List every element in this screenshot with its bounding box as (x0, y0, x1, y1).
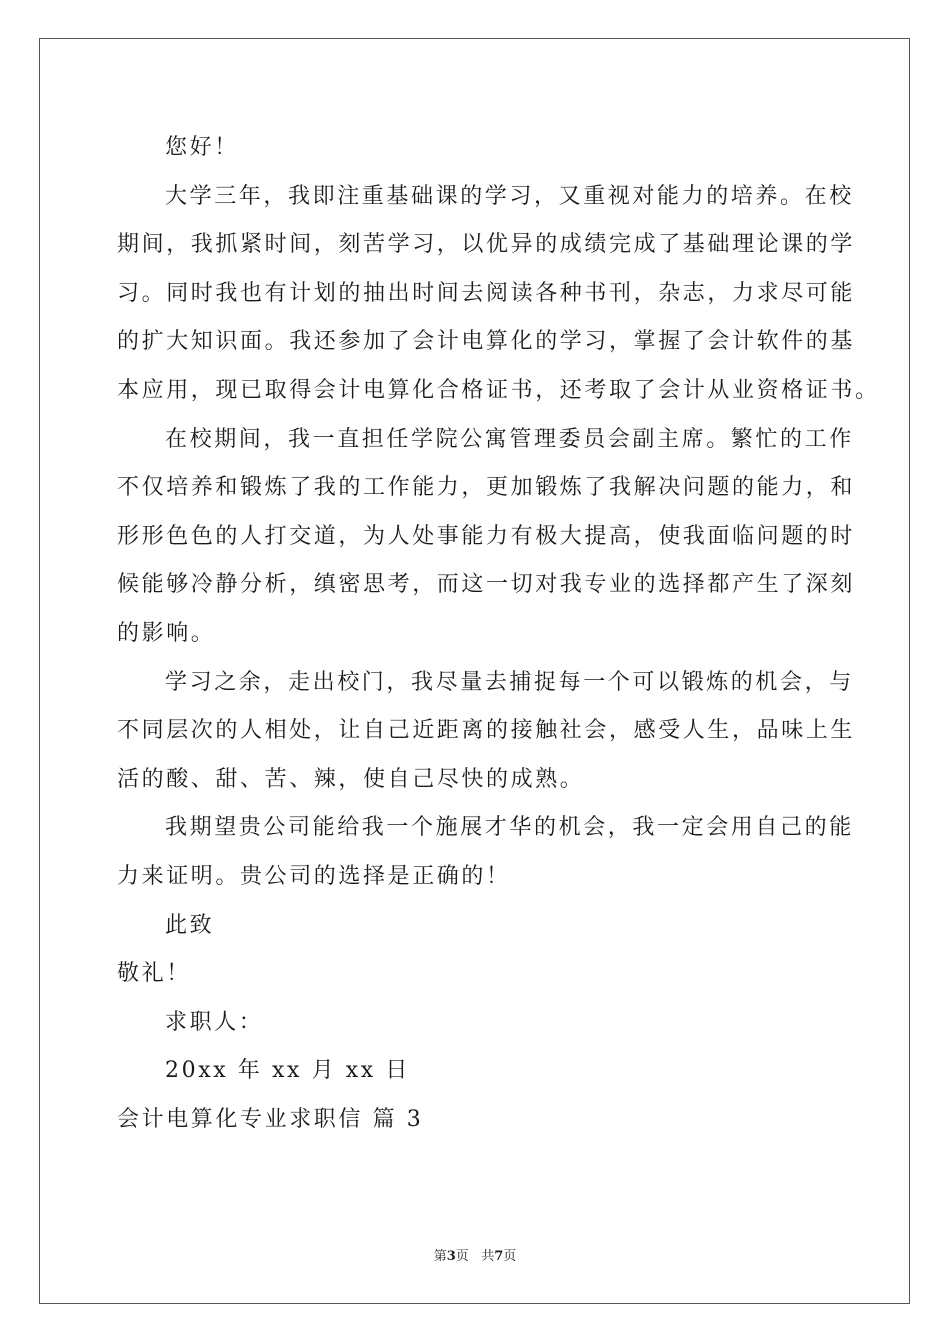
paragraph-line: 本应用，现已取得会计电算化合格证书，还考取了会计从业资格证书。 (117, 377, 880, 403)
salutation: 敬礼！ (117, 961, 191, 987)
letter-date: 20xx 年 xx 月 xx 日 (165, 1058, 411, 1084)
page-suffix: 页 (455, 1249, 469, 1264)
applicant-label: 求职人： (165, 1009, 264, 1035)
total-pages: 7 (494, 1249, 504, 1264)
paragraph-line: 不同层次的人相处，让自己近距离的接触社会，感受人生，品味上生 (117, 718, 856, 744)
paragraph-line: 习。同时我也有计划的抽出时间去阅读各种书刊，杂志，力求尽可能 (117, 280, 856, 306)
paragraph-line: 的扩大知识面。我还参加了会计电算化的学习，掌握了会计软件的基 (117, 329, 856, 355)
paragraph-line: 我期望贵公司能给我一个施展才华的机会，我一定会用自己的能 (165, 815, 854, 841)
letter-body (117, 124, 880, 1144)
paragraph-line: 力来证明。贵公司的选择是正确的！ (117, 863, 511, 889)
paragraph-line: 活的酸、甜、苦、辣，使自己尽快的成熟。 (117, 766, 585, 792)
paragraph-line: 候能够冷静分析，缜密思考，而这一切对我专业的选择都产生了深刻 (117, 572, 856, 598)
paragraph-line: 的影响。 (117, 620, 216, 646)
total-prefix: 共 (481, 1249, 495, 1264)
greeting: 您好！ (165, 135, 239, 160)
page-prefix: 第 (433, 1249, 447, 1264)
closing-phrase: 此致 (165, 912, 215, 938)
paragraph-line: 形形色色的人打交道，为人处事能力有极大提高，使我面临问题的时 (117, 523, 856, 549)
paragraph-line: 期间，我抓紧时间，刻苦学习，以优异的成绩完成了基础理论课的学 (117, 232, 856, 258)
paragraph-line: 学习之余，走出校门，我尽量去捕捉每一个可以锻炼的机会，与 (165, 669, 854, 695)
total-suffix: 页 (503, 1249, 517, 1264)
paragraph-line: 在校期间，我一直担任学院公寓管理委员会副主席。繁忙的工作 (165, 426, 854, 452)
page-number: 3 (446, 1249, 456, 1264)
paragraph-line: 不仅培养和锻炼了我的工作能力，更加锻炼了我解决问题的能力，和 (117, 475, 856, 501)
page-footer (0, 1245, 950, 1264)
paragraph-line: 大学三年，我即注重基础课的学习，又重视对能力的培养。在校 (165, 183, 854, 209)
section-heading: 会计电算化专业求职信 篇 3 (117, 1106, 424, 1132)
